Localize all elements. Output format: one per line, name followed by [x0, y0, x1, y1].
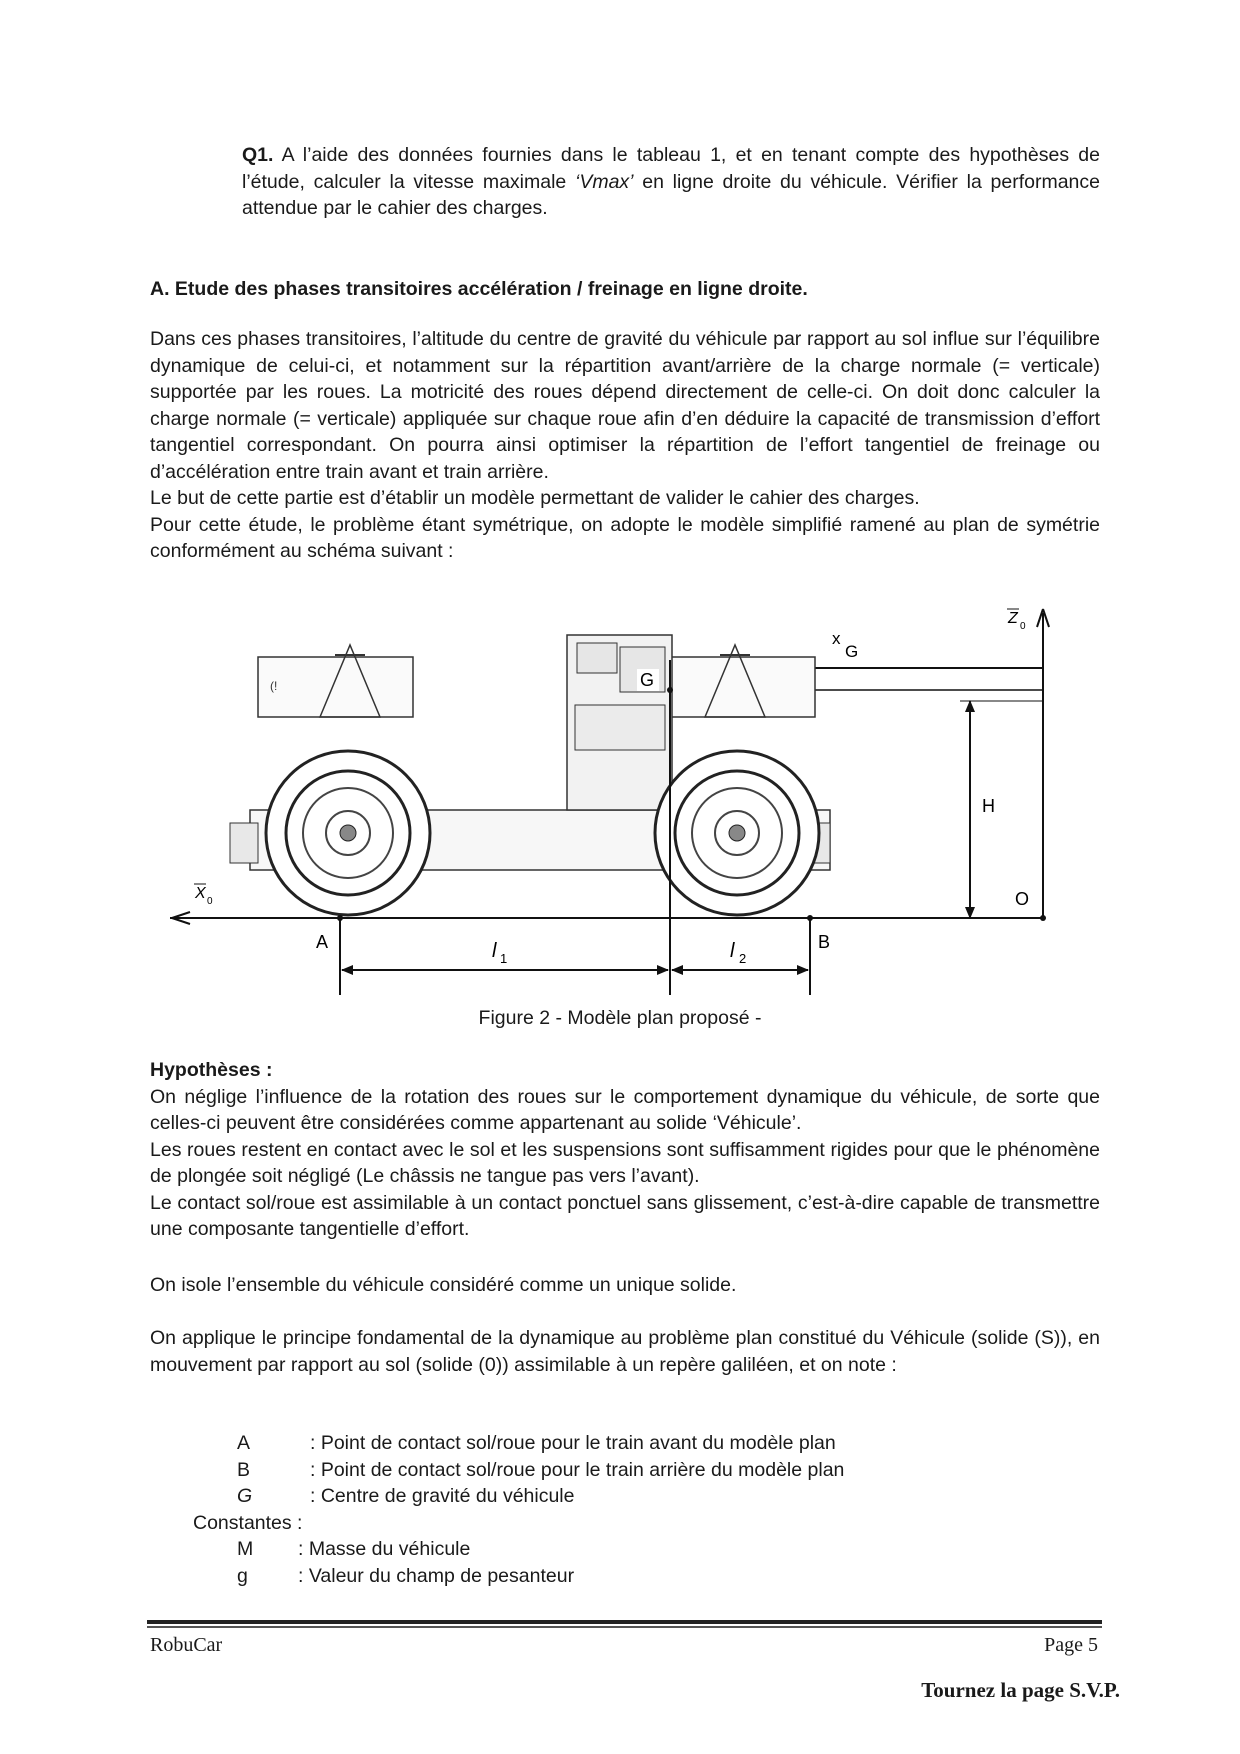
definition-symbol: A [237, 1432, 251, 1454]
z0-label: Z [1008, 610, 1018, 627]
intro-paragraph-3: Pour cette étude, le problème étant symétrique, on adopte le modèle simplifié ramené au plan de symétrie conformément au schéma suivant : [150, 513, 1100, 562]
svg-text:(!: (! [270, 679, 278, 693]
l1-subscript: 1 [500, 951, 508, 966]
definition-symbol: G [237, 1485, 253, 1507]
footer-rule [147, 1620, 1102, 1624]
question-q1 [242, 142, 1100, 222]
hypotheses-title: Hypothèses : [150, 1059, 273, 1081]
hypothesis-2: Les roues restent en contact avec le sol et les suspensions sont suffisamment rigides pour que le phénomène de plongée soit négligé (Le châssis ne tangue pas vers l’avant). [150, 1138, 1100, 1187]
constant-m [150, 1536, 1100, 1563]
z0-subscript: 0 [1020, 621, 1026, 632]
pfd-text: On applique le principe fondamental de la dynamique au problème plan constitué du Véhicule (solide (S)), en mouvement par rapport au sol (solide (0)) assimilable à un repère galiléen, et on note : [150, 1327, 1100, 1376]
section-title: A. Etude des phases transitoires accélération / freinage en ligne droite. [150, 278, 808, 300]
point-o [1040, 915, 1046, 921]
a-label: A [316, 932, 329, 952]
figure-caption: Figure 2 - Modèle plan proposé - [478, 1007, 762, 1029]
definition-description: : Point de contact sol/roue pour le train avant du modèle plan [310, 1432, 836, 1454]
definition-symbol: B [237, 1458, 251, 1481]
footer-title: RobuCar [150, 1634, 223, 1656]
q1-text-before: A l’aide des données fournies dans le tableau 1, et en tenant compte des hypothèses de l’étude, calculer la vitesse maximale [242, 144, 1100, 193]
isolation-text: On isole l’ensemble du véhicule considéré comme un unique solide. [150, 1274, 737, 1296]
definition-g [150, 1483, 1100, 1510]
constant-g [150, 1563, 1100, 1590]
footer-rule-thin [147, 1626, 1102, 1628]
vehicle-drawing [230, 635, 830, 915]
constant-description: : Masse du véhicule [298, 1538, 471, 1560]
q1-vmax: ‘Vmax’ [574, 170, 634, 193]
constant-symbol: M [237, 1538, 254, 1560]
point-b [807, 915, 813, 921]
constant-symbol: g [237, 1564, 248, 1587]
definitions-list [150, 1430, 1100, 1589]
constantes-label: Constantes : [193, 1511, 303, 1534]
hypotheses-block [150, 1057, 1100, 1243]
point-a [337, 915, 343, 921]
q1-text-after: en ligne droite du véhicule. Vérifier la performance attendue par le cahier des charges. [242, 170, 1100, 219]
x0-subscript: 0 [207, 896, 213, 907]
x0-label: X [195, 885, 206, 902]
intro-paragraph-1: Dans ces phases transitoires, l’altitude du centre de gravité du véhicule par rapport au sol influe sur l’équilibre dynamique de celui-ci, et notamment sur la répartition avant/arrière de la charge normale (= verticale) supportée par les roues. La motricité des roues dépend directement de celle-ci. On doit donc calculer la charge normale (= verticale) appliquée sur chaque roue afin d’en déduire la capacité de transmission d’effort tangentiel correspondant. On pourra ainsi optimiser la répartition de l’effort tangentiel de freinage ou d’accélération entre train avant et train arrière. [150, 328, 1100, 483]
hypothesis-1: On néglige l’influence de la rotation des roues sur le comportement dynamique du véhicule, de sorte que celles-ci peuvent être considérées comme appartenant au solide ‘Véhicule’. [150, 1085, 1100, 1134]
definition-b [150, 1457, 1100, 1484]
turn-page-note: Tournez la page S.V.P. [921, 1678, 1120, 1702]
l2-label: l [730, 940, 735, 962]
definition-description: : Centre de gravité du véhicule [310, 1485, 575, 1507]
xg-label-g: G [845, 642, 859, 661]
point-g [667, 687, 673, 693]
b-label: B [818, 932, 831, 952]
vehicle-plane-model-figure [150, 595, 1080, 995]
l1-label: l [492, 940, 497, 962]
q1-label: Q1. [242, 144, 274, 166]
xg-label-x: x [832, 629, 841, 648]
g-label: G [640, 670, 655, 690]
l2-subscript: 2 [739, 951, 747, 966]
intro-text [150, 326, 1100, 565]
definition-description: : Point de contact sol/roue pour le train arrière du modèle plan [310, 1458, 845, 1481]
page-number: Page 5 [1044, 1634, 1098, 1656]
intro-paragraph-2: Le but de cette partie est d’établir un modèle permettant de valider le cahier des charges. [150, 487, 920, 509]
constant-description: : Valeur du champ de pesanteur [298, 1564, 575, 1587]
definition-a [150, 1430, 1100, 1457]
hypothesis-3: Le contact sol/roue est assimilable à un contact ponctuel sans glissement, c’est-à-dire capable de transmettre une composante tangentielle d’effort. [150, 1191, 1100, 1240]
h-label: H [982, 796, 995, 816]
o-label: O [1015, 889, 1030, 909]
